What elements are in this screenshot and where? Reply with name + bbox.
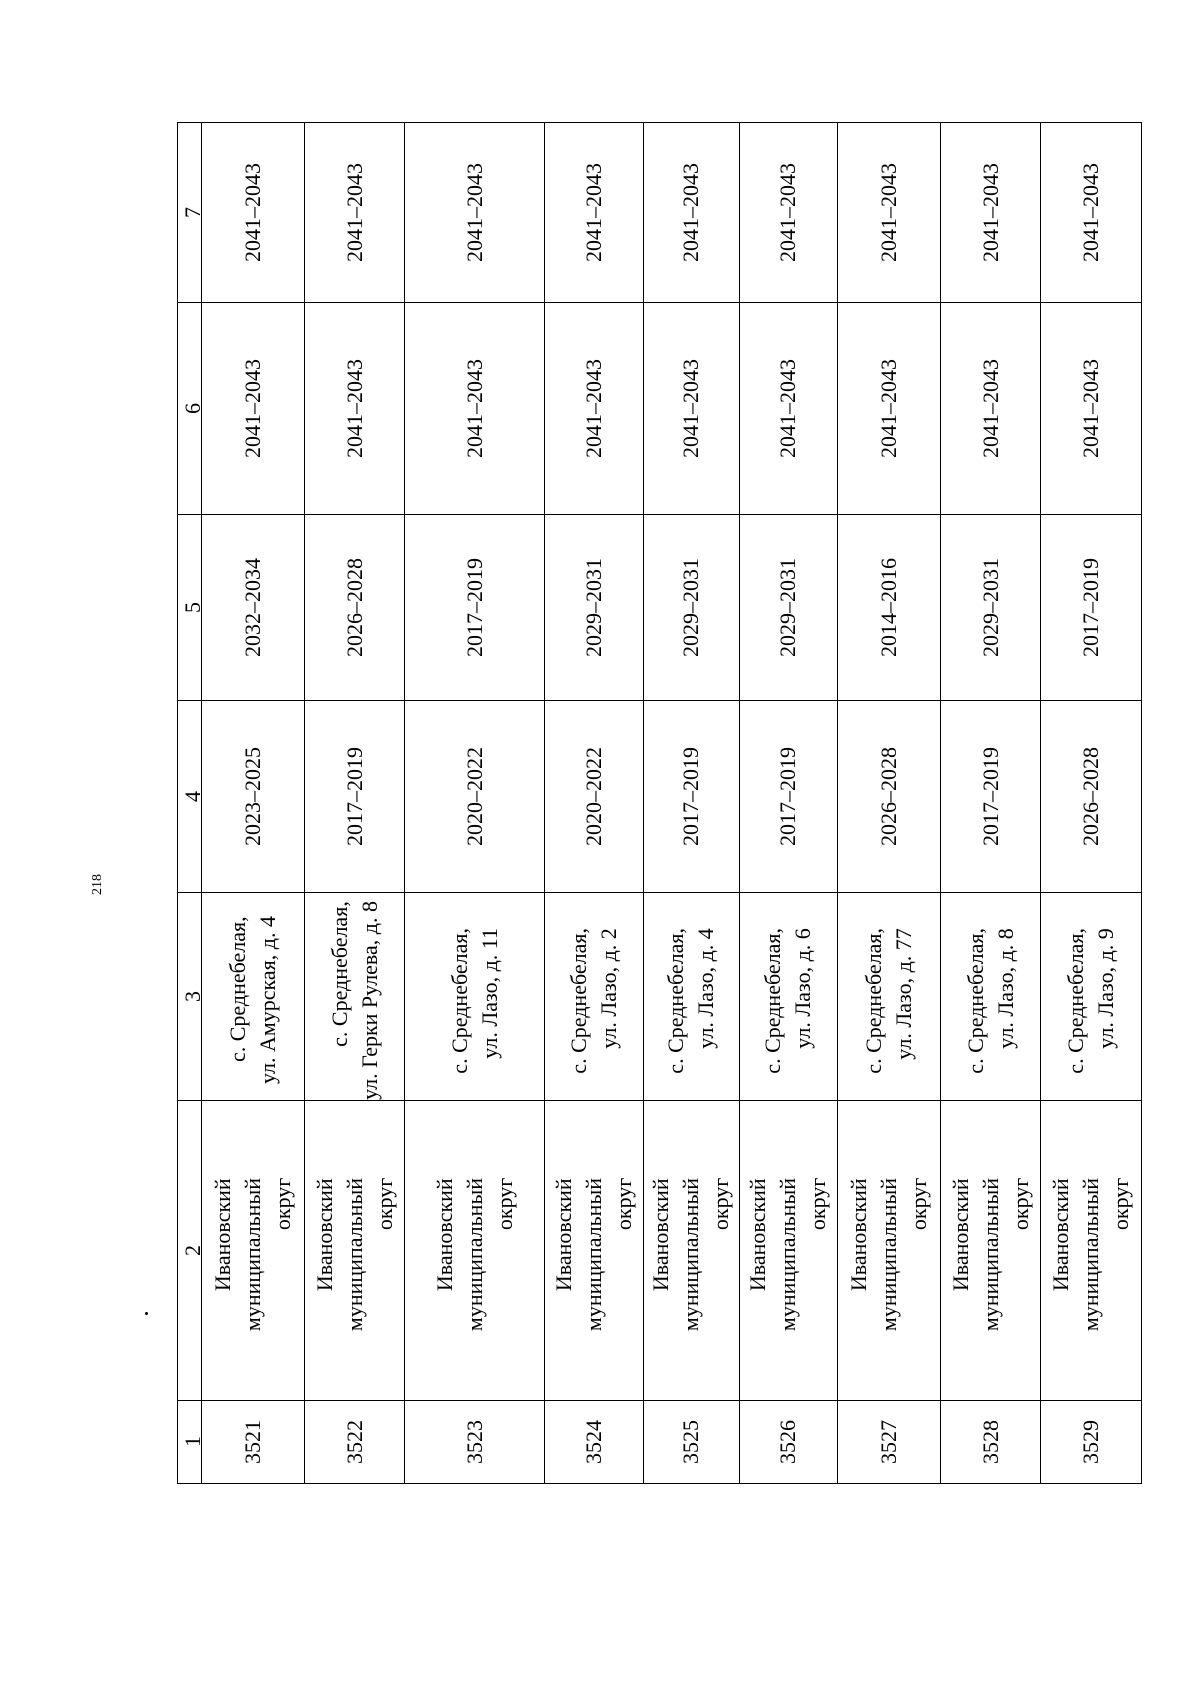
address-text [758, 920, 818, 1074]
table-cell-c4 [405, 701, 545, 893]
period-value: 2041–2043 [239, 163, 265, 262]
district-text [844, 1170, 934, 1331]
table-cell-c7 [739, 123, 837, 303]
column-number: 6 [180, 403, 205, 414]
row-number: 3527 [875, 1419, 901, 1464]
cell-line: с. Среднебелая, [860, 927, 886, 1074]
table-cell-n [545, 1400, 643, 1483]
table-cell-district [940, 1100, 1041, 1400]
cell-line: Ивановский [431, 1177, 457, 1291]
period-value: 2041–2043 [461, 163, 487, 262]
row-number: 3523 [461, 1419, 487, 1464]
period-value: 2041–2043 [875, 163, 901, 262]
period-value: 2017–2019 [341, 747, 367, 846]
cell-line: муниципальный [461, 1177, 487, 1331]
address-text [859, 920, 919, 1074]
table-cell-address [202, 893, 305, 1101]
cell-line: с. Среднебелая, [446, 927, 472, 1074]
period-value: 2029–2031 [775, 558, 801, 657]
period-value: 2017–2019 [775, 747, 801, 846]
column-number: 4 [180, 791, 205, 802]
table-cell-c5 [838, 515, 941, 701]
cell-line: ул. Лазо, д. 2 [595, 927, 621, 1049]
cell-line: с. Среднебелая, [1063, 927, 1089, 1074]
column-header-cell [178, 701, 205, 893]
table-field-row-c6 [178, 303, 1142, 515]
cell-line: с. Среднебелая, [565, 927, 591, 1074]
period-value: 2029–2031 [977, 558, 1003, 657]
table-cell-district [304, 1100, 405, 1400]
cell-line: с. Среднебелая, [962, 927, 988, 1074]
cell-line: Ивановский [1048, 1177, 1074, 1291]
table-cell-c6 [202, 303, 305, 515]
cell-line: округ [1108, 1177, 1134, 1231]
column-number: 2 [180, 1244, 205, 1256]
cell-line: ул. Лазо, д. 4 [693, 927, 719, 1049]
table-cell-address [405, 893, 545, 1101]
cell-line: муниципальный [775, 1177, 801, 1331]
column-number: 3 [180, 990, 205, 1002]
row-number: 3522 [341, 1419, 367, 1464]
period-value: 2041–2043 [580, 359, 606, 458]
period-value: 2041–2043 [461, 359, 487, 458]
document-table [177, 122, 1142, 1484]
table-cell-address [739, 893, 837, 1101]
table-cell-n [1041, 1400, 1142, 1483]
cell-line: ул. Лазо, д. 8 [992, 927, 1018, 1049]
period-value: 2014–2016 [875, 558, 901, 657]
table-cell-c6 [545, 303, 643, 515]
period-value: 2041–2043 [775, 163, 801, 262]
table-cell-c4 [838, 701, 941, 893]
period-value: 2041–2043 [775, 359, 801, 458]
table-cell-c6 [304, 303, 405, 515]
address-text [445, 920, 505, 1074]
cell-line: Ивановский [209, 1177, 235, 1291]
table-cell-district [202, 1100, 305, 1400]
column-header-cell [178, 515, 205, 701]
period-value: 2041–2043 [678, 163, 704, 262]
table-cell-address [1041, 893, 1142, 1101]
table-field-row-address [178, 893, 1142, 1101]
table-cell-c5 [405, 515, 545, 701]
table-cell-c7 [838, 123, 941, 303]
table-field-row-c4 [178, 701, 1142, 893]
table-cell-c7 [1041, 123, 1142, 303]
table-cell-c4 [739, 701, 837, 893]
cell-line: с. Среднебелая, [760, 927, 786, 1074]
table-cell-c7 [545, 123, 643, 303]
table-cell-district [838, 1100, 941, 1400]
cell-line: ул. Лазо, д. 11 [476, 927, 502, 1059]
period-value: 2041–2043 [678, 359, 704, 458]
table-field-row-district [178, 1100, 1142, 1400]
cell-line: округ [805, 1177, 831, 1231]
column-number: 5 [180, 602, 205, 613]
cell-line: округ [905, 1177, 931, 1231]
period-value: 2041–2043 [977, 163, 1003, 262]
table-cell-n [643, 1400, 739, 1483]
table-cell-c7 [940, 123, 1041, 303]
table-cell-c5 [202, 515, 305, 701]
table-cell-district [405, 1100, 545, 1400]
cell-line: муниципальный [341, 1177, 367, 1331]
district-text [430, 1170, 520, 1331]
period-value: 2041–2043 [977, 359, 1003, 458]
table-cell-c7 [304, 123, 405, 303]
cell-line: округ [491, 1177, 517, 1231]
period-value: 2017–2019 [1078, 558, 1104, 657]
period-value: 2041–2043 [580, 163, 606, 262]
table-cell-c5 [1041, 515, 1142, 701]
table-cell-c7 [405, 123, 545, 303]
period-value: 2029–2031 [580, 558, 606, 657]
address-text [1061, 920, 1121, 1074]
row-number: 3525 [678, 1419, 704, 1464]
district-text [310, 1170, 400, 1331]
table-cell-district [643, 1100, 739, 1400]
period-value: 2026–2028 [1078, 747, 1104, 846]
address-text [661, 920, 721, 1074]
table-cell-c5 [643, 515, 739, 701]
cell-line: ул. Герки Рулева, д. 8 [356, 901, 382, 1100]
period-value: 2041–2043 [341, 359, 367, 458]
table-cell-c4 [643, 701, 739, 893]
row-number: 3528 [977, 1419, 1003, 1464]
period-value: 2026–2028 [875, 747, 901, 846]
table-cell-c5 [739, 515, 837, 701]
table-cell-n [202, 1400, 305, 1483]
cell-line: округ [610, 1177, 636, 1231]
period-value: 2032–2034 [239, 558, 265, 657]
table-cell-c6 [405, 303, 545, 515]
table-cell-c6 [739, 303, 837, 515]
district-text [1046, 1170, 1136, 1331]
cell-line: Ивановский [845, 1177, 871, 1291]
row-number: 3529 [1078, 1419, 1104, 1464]
cell-line: Ивановский [311, 1177, 337, 1291]
table-cell-c6 [1041, 303, 1142, 515]
cell-line: ул. Лазо, д. 77 [890, 927, 916, 1060]
cell-line: округ [1007, 1177, 1033, 1231]
period-value: 2029–2031 [678, 558, 704, 657]
address-text [325, 893, 385, 1100]
row-number: 3524 [580, 1419, 606, 1464]
table-cell-n [940, 1400, 1041, 1483]
column-header-cell [178, 303, 205, 515]
table-field-row-c7 [178, 123, 1142, 303]
table-cell-n [304, 1400, 405, 1483]
column-header-cell [178, 1400, 205, 1483]
district-text [208, 1170, 298, 1331]
table-cell-n [405, 1400, 545, 1483]
cell-line: муниципальный [977, 1177, 1003, 1331]
table-cell-address [940, 893, 1041, 1101]
table-cell-c4 [202, 701, 305, 893]
period-value: 2041–2043 [1078, 163, 1104, 262]
table-cell-c4 [304, 701, 405, 893]
period-value: 2041–2043 [341, 163, 367, 262]
column-header-cell [178, 1100, 205, 1400]
column-number: 1 [180, 1436, 205, 1448]
cell-line: муниципальный [580, 1177, 606, 1331]
table-field-row-n [178, 1400, 1142, 1483]
cell-line: Ивановский [550, 1177, 576, 1291]
table-cell-c4 [1041, 701, 1142, 893]
table-cell-c7 [202, 123, 305, 303]
cell-line: муниципальный [1078, 1177, 1104, 1331]
address-text [223, 908, 283, 1084]
cell-line: Ивановский [648, 1177, 674, 1291]
column-header-cell [178, 123, 205, 303]
cell-line: с. Среднебелая, [224, 916, 250, 1063]
table-cell-c6 [838, 303, 941, 515]
table-cell-n [739, 1400, 837, 1483]
cell-line: с. Среднебелая, [663, 927, 689, 1074]
cell-line: округ [269, 1177, 295, 1231]
period-value: 2017–2019 [461, 558, 487, 657]
district-text [646, 1170, 736, 1331]
table-cell-c5 [940, 515, 1041, 701]
table-cell-c5 [545, 515, 643, 701]
table-cell-c5 [304, 515, 405, 701]
table-field-row-c5 [178, 515, 1142, 701]
table-cell-c6 [940, 303, 1041, 515]
cell-line: муниципальный [678, 1177, 704, 1331]
row-number: 3526 [775, 1419, 801, 1464]
cell-line: ул. Амурская, д. 4 [254, 916, 280, 1085]
cell-line: Ивановский [947, 1177, 973, 1291]
table-cell-address [643, 893, 739, 1101]
address-text [961, 920, 1021, 1074]
cell-line: ул. Лазо, д. 6 [790, 927, 816, 1049]
cell-line: ул. Лазо, д. 9 [1093, 927, 1119, 1049]
table-cell-n [838, 1400, 941, 1483]
cell-line: округ [371, 1177, 397, 1231]
table-cell-c4 [545, 701, 643, 893]
period-value: 2020–2022 [580, 747, 606, 846]
table-cell-district [1041, 1100, 1142, 1400]
table-cell-district [739, 1100, 837, 1400]
period-value: 2020–2022 [461, 747, 487, 846]
cell-line: муниципальный [239, 1177, 265, 1331]
district-text [946, 1170, 1036, 1331]
period-value: 2017–2019 [678, 747, 704, 846]
table-cell-address [838, 893, 941, 1101]
period-value: 2017–2019 [977, 747, 1003, 846]
cell-line: с. Среднебелая, [326, 901, 352, 1047]
cell-line: муниципальный [875, 1177, 901, 1331]
table-cell-c4 [940, 701, 1041, 893]
column-header-cell [178, 893, 205, 1101]
table-cell-c7 [643, 123, 739, 303]
cell-line: Ивановский [745, 1177, 771, 1291]
period-value: 2041–2043 [1078, 359, 1104, 458]
period-value: 2041–2043 [239, 359, 265, 458]
table-cell-c6 [643, 303, 739, 515]
table-cell-district [545, 1100, 643, 1400]
table-cell-address [304, 893, 405, 1101]
period-value: 2023–2025 [239, 747, 265, 846]
cell-line: округ [708, 1177, 734, 1231]
period-value: 2041–2043 [875, 359, 901, 458]
page-number: 218 [90, 874, 105, 896]
district-text [549, 1170, 639, 1331]
period-value: 2026–2028 [341, 558, 367, 657]
row-number: 3521 [239, 1419, 265, 1464]
scan-speck [145, 1312, 148, 1315]
table-cell-address [545, 893, 643, 1101]
column-number: 7 [180, 207, 205, 218]
district-text [743, 1170, 833, 1331]
address-text [564, 920, 624, 1074]
